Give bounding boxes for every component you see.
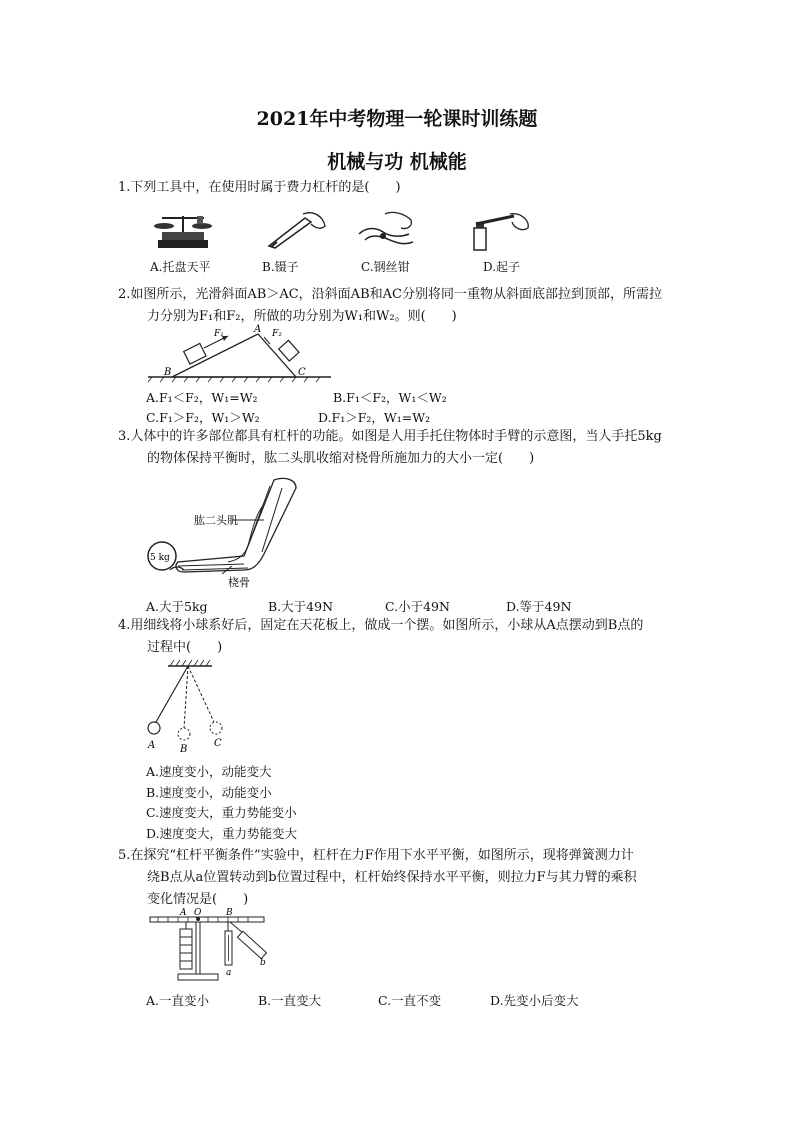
- lever-figure: [146, 905, 276, 987]
- q2-stem-line2: 力分别为F₁和F₂，所做的功分别为W₁和W₂。则( ): [147, 309, 457, 324]
- q4-stem-line1: 4.用细线将小球系好后，固定在天花板上，做成一个摆。如图所示，小球从A点摆动到B点的: [118, 618, 644, 633]
- q4-options: [146, 762, 446, 846]
- q3-option-b[interactable]: B.大于49N: [268, 599, 334, 614]
- q3-stem-line2: 的物体保持平衡时，肱二头肌收缩对桡骨所施加力的大小一定( ): [147, 451, 535, 466]
- q3-options: [0, 597, 794, 615]
- q2-label-b: B: [164, 367, 172, 378]
- q2-option-b[interactable]: B.F₁＜F₂，W₁＜W₂: [333, 390, 447, 405]
- q3-option-d[interactable]: D.等于49N: [506, 599, 572, 614]
- q3-muscle-label: 肱二头肌: [194, 514, 238, 527]
- bottle-opener-icon: [474, 214, 528, 250]
- q5-label-a: A: [180, 908, 187, 918]
- q5-stem-line2: 绕B点从a位置转动到b位置过程中，杠杆始终保持水平平衡，则拉力F与其力臂的乘积: [147, 870, 637, 885]
- q2-label-f2: F₂: [272, 329, 282, 339]
- q5-stem-line3: 变化情况是( ): [147, 892, 249, 907]
- q1-caption-c: C.钢丝钳: [361, 260, 410, 274]
- q5-stem-line1: 5.在探究“杠杆平衡条件”实验中，杠杆在力F作用下水平平衡，如图所示，现将弹簧测力计: [118, 848, 634, 863]
- question-5-stem: [118, 845, 698, 911]
- q3-stem-line1: 3.人体中的许多部位都具有杠杆的功能。如图是人用手托住物体时手臂的示意图，当人手托5kg: [118, 429, 662, 444]
- q3-option-a[interactable]: A.大于5kg: [146, 599, 208, 614]
- q2-options: [0, 388, 794, 428]
- q4-option-b[interactable]: B.速度变小，动能变小: [146, 784, 272, 800]
- incline-figure: [146, 322, 336, 384]
- page-title: 2021年中考物理一轮课时训练题: [256, 108, 538, 130]
- q1-tools-figure: [150, 206, 550, 254]
- q2-stem-line1: 2.如图所示，光滑斜面AB＞AC，沿斜面AB和AC分别将同一重物从斜面底部拉到顶部，所需拉: [118, 287, 662, 302]
- q4-option-c[interactable]: C.速度变大，重力势能变小: [146, 805, 297, 820]
- q5-option-c[interactable]: C.一直不变: [378, 993, 442, 1008]
- q2-label-f1: F₁: [214, 329, 224, 339]
- q3-mass-label: 5 kg: [150, 553, 170, 563]
- pliers-icon: [359, 212, 413, 243]
- q4-label-b: B: [180, 744, 188, 754]
- q2-option-c[interactable]: C.F₁＞F₂，W₁＞W₂: [146, 410, 260, 425]
- q2-option-a[interactable]: A.F₁＜F₂，W₁=W₂: [146, 390, 258, 405]
- q4-label-a: A: [148, 740, 156, 751]
- tweezers-icon: [269, 213, 325, 248]
- q5-label-o: O: [194, 908, 202, 918]
- question-1-stem: 1.下列工具中，在使用时属于费力杠杆的是( ): [118, 180, 401, 195]
- q5-option-d[interactable]: D.先变小后变大: [490, 993, 579, 1008]
- q1-caption-b: B.镊子: [262, 260, 299, 274]
- q4-option-d[interactable]: D.速度变大，重力势能变大: [146, 825, 298, 841]
- q1-captions: [0, 258, 794, 274]
- q2-option-d[interactable]: D.F₁＞F₂，W₁=W₂: [318, 410, 431, 425]
- q5-option-a[interactable]: A.一直变小: [146, 993, 210, 1008]
- balance-icon: [154, 216, 212, 248]
- q5-option-b[interactable]: B.一直变大: [258, 993, 322, 1008]
- q5-label-b: B: [226, 908, 233, 918]
- q5-options: [0, 991, 794, 1009]
- page-subtitle: 机械与功 机械能: [327, 151, 467, 173]
- q2-label-c: C: [298, 367, 306, 378]
- question-4-stem: [118, 615, 698, 659]
- q3-bone-label: 桡骨: [228, 576, 250, 589]
- q4-option-a[interactable]: A.速度变小，动能变大: [146, 764, 272, 779]
- arm-figure: [144, 474, 314, 592]
- q1-caption-a: A.托盘天平: [150, 260, 211, 274]
- q1-caption-d: D.起子: [483, 260, 521, 274]
- q5-label-pos-a: a: [226, 968, 232, 978]
- question-3-stem: [118, 426, 698, 470]
- q4-label-c: C: [214, 738, 222, 749]
- q4-stem-line2: 过程中( ): [147, 640, 223, 655]
- q3-option-c[interactable]: C.小于49N: [385, 599, 450, 614]
- pendulum-figure: [140, 658, 240, 754]
- q2-label-a: A: [254, 324, 262, 335]
- q5-label-pos-b: b: [260, 958, 266, 968]
